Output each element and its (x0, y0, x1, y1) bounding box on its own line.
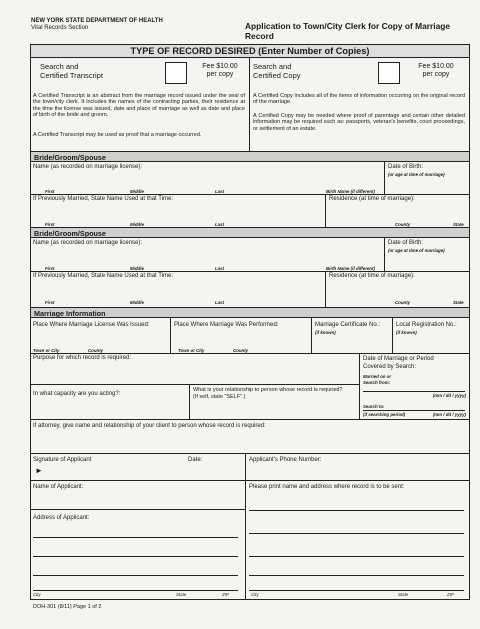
mailing-state: State (398, 592, 409, 597)
applicant-state: State (176, 592, 187, 597)
applicant-name-field[interactable] (33, 493, 238, 505)
spouse2-prev-middle: Middle (130, 300, 144, 305)
record-type-heading: TYPE OF RECORD DESIRED (Enter Number of Copies) (30, 44, 470, 58)
applicant-address-label: Address of Applicant: (33, 515, 90, 521)
spouse2-name-field[interactable] (33, 249, 373, 263)
copy-fee-2: per copy (422, 71, 450, 78)
license-town: Town or City (33, 348, 60, 353)
date-label-2: Covered by Search: (363, 364, 417, 370)
if-searching-label: (if searching period) (363, 412, 406, 417)
copy-note: A Certified Copy may be needed where proof of parentage and certain other detailed information may be required such as: passports, veteran's benefits, court proceedings, or settlement of an estate. (253, 113, 465, 132)
signature-label: Signature of Applicant (33, 457, 92, 463)
transcript-label-1: Search and (40, 62, 79, 71)
spouse1-name-label: Name (as recorded on marriage license): (33, 164, 143, 170)
performed-place-label: Place Where Marriage Was Performed: (174, 322, 279, 328)
transcript-description: A Certified Transcript is an abstract from the marriage record issued under the seal of the town/city clerk. It includes the names of the contracting parties, their residence at the time the license was issued, date and place of marriage as well as date and place of birth of the bride and groom. (33, 93, 245, 119)
transcript-note: A Certified Transcript may be used as proof that a marriage occurred. (33, 132, 202, 138)
license-place-field[interactable] (33, 333, 163, 346)
reg-known: (if known) (396, 330, 417, 335)
spouse2-last: Last (215, 266, 225, 271)
spouse1-heading: Bride/Groom/Spouse (30, 151, 470, 162)
spouse1-residence-label: Residence (at time of marriage): (329, 196, 415, 202)
applicant-address-field[interactable] (33, 524, 238, 590)
spouse1-prev-last: Last (215, 222, 225, 227)
spouse2-county: County (395, 300, 411, 305)
section-name: Vital Records Section (31, 25, 89, 31)
relationship-label-2: (If self, state "SELF".) (193, 394, 246, 400)
mailing-zip: ZIP (447, 592, 454, 597)
form-title: Application to Town/City Clerk for Copy of Marriage Record (245, 21, 451, 41)
purpose-label: Purpose for which record is required: (33, 355, 132, 361)
spouse1-residence-field[interactable] (329, 205, 464, 219)
copy-copies-input[interactable] (378, 62, 400, 84)
license-county: County (88, 348, 104, 353)
spouse1-prev-label: If Previously Married, State Name Used at that Time: (33, 196, 174, 202)
spouse1-dob-label: Date of Birth: (388, 164, 424, 170)
cert-known: (if known) (315, 330, 336, 335)
relationship-field[interactable] (193, 402, 353, 415)
search-from-field[interactable] (363, 384, 465, 391)
phone-label: Applicant's Phone Number: (249, 457, 322, 463)
spouse2-dob-note: (or age at time of marriage) (388, 248, 445, 253)
married-on-label: Married on or (363, 374, 392, 379)
spouse1-birth-name: Birth Name (if different) (326, 189, 375, 194)
spouse1-prev-middle: Middle (130, 222, 144, 227)
transcript-copies-input[interactable] (165, 62, 187, 84)
spouse1-prev-field[interactable] (33, 205, 318, 219)
performed-town: Town or City (178, 348, 205, 353)
date-format-2: (mm / dd / yyyy) (432, 412, 466, 417)
date-format-1: (mm / dd / yyyy) (432, 393, 466, 398)
relationship-label-1: What is your relationship to person whose record is required? (193, 387, 343, 393)
form-footer: DOH-301 (8/11) Page 1 of 2 (33, 604, 102, 610)
spouse2-birth-name: Birth Name (if different) (326, 266, 375, 271)
spouse1-middle: Middle (130, 189, 144, 194)
spouse1-state: State (453, 222, 464, 227)
applicant-zip: ZIP (222, 592, 229, 597)
spouse2-prev-field[interactable] (33, 282, 318, 296)
copy-fee-1: Fee $10.00 (418, 63, 454, 70)
cert-no-label: Marriage Certificate No.: (315, 322, 381, 328)
print-label: Please print name and address where record is to be sent: (249, 484, 405, 490)
performed-county: County (233, 348, 249, 353)
spouse1-county: County (395, 222, 411, 227)
search-to-label: Search to: (363, 404, 385, 409)
transcript-label-2: Certified Transcript (40, 71, 103, 80)
spouse2-residence-label: Residence (at time of marriage): (329, 273, 415, 279)
license-place-label: Place Where Marriage License Was Issued: (33, 322, 150, 328)
search-from-label: Search from: (363, 380, 391, 385)
marriage-heading: Marriage Information (30, 307, 470, 318)
signature-field[interactable] (48, 463, 173, 477)
agency-name: NEW YORK STATE DEPARTMENT OF HEALTH (31, 18, 163, 24)
spouse2-name-label: Name (as recorded on marriage license): (33, 240, 143, 246)
spouse1-name-field[interactable] (33, 173, 373, 187)
purpose-field[interactable] (33, 364, 353, 382)
reg-no-label: Local Registration No.: (396, 322, 457, 328)
copy-description: A Certified Copy includes all of the items of information occurring on the original record of the marriage. (253, 93, 465, 106)
reg-no-field[interactable] (396, 336, 466, 349)
phone-field[interactable] (249, 465, 464, 477)
spouse2-prev-last: Last (215, 300, 225, 305)
spouse2-prev-first: First (45, 300, 55, 305)
mailing-city: City (251, 592, 259, 597)
spouse2-dob-label: Date of Birth: (388, 240, 424, 246)
spouse1-last: Last (215, 189, 225, 194)
date-field[interactable] (188, 465, 240, 477)
spouse2-first: First (45, 266, 55, 271)
spouse1-prev-first: First (45, 222, 55, 227)
performed-place-field[interactable] (174, 333, 304, 346)
date-label-1: Date of Marriage or Period (363, 356, 434, 362)
spouse2-middle: Middle (130, 266, 144, 271)
date-label: Date: (188, 457, 203, 463)
applicant-name-label: Name of Applicant: (33, 484, 84, 490)
capacity-field[interactable] (33, 400, 183, 415)
copy-label-2: Certified Copy (253, 71, 301, 80)
mailing-address-field[interactable] (249, 493, 464, 590)
transcript-fee-1: Fee $10.00 (202, 63, 238, 70)
spouse2-heading: Bride/Groom/Spouse (30, 227, 470, 238)
cert-no-field[interactable] (315, 336, 387, 349)
transcript-fee-2: per copy (206, 71, 234, 78)
spouse1-first: First (45, 189, 55, 194)
spouse2-residence-field[interactable] (329, 282, 464, 296)
attorney-field[interactable] (33, 432, 463, 450)
spouse2-prev-label: If Previously Married, State Name Used at that Time: (33, 273, 174, 279)
attorney-label: If attorney, give name and relationship of your client to person whose record is required: (33, 423, 266, 429)
signature-arrow-icon: ► (35, 466, 43, 475)
applicant-city: City (33, 592, 41, 597)
spouse2-state: State (453, 300, 464, 305)
capacity-label: In what capacity are you acting?: (33, 391, 121, 397)
copy-label-1: Search and (253, 62, 292, 71)
spouse1-dob-note: (or age at time of marriage) (388, 172, 445, 177)
search-to-field[interactable] (363, 403, 465, 410)
